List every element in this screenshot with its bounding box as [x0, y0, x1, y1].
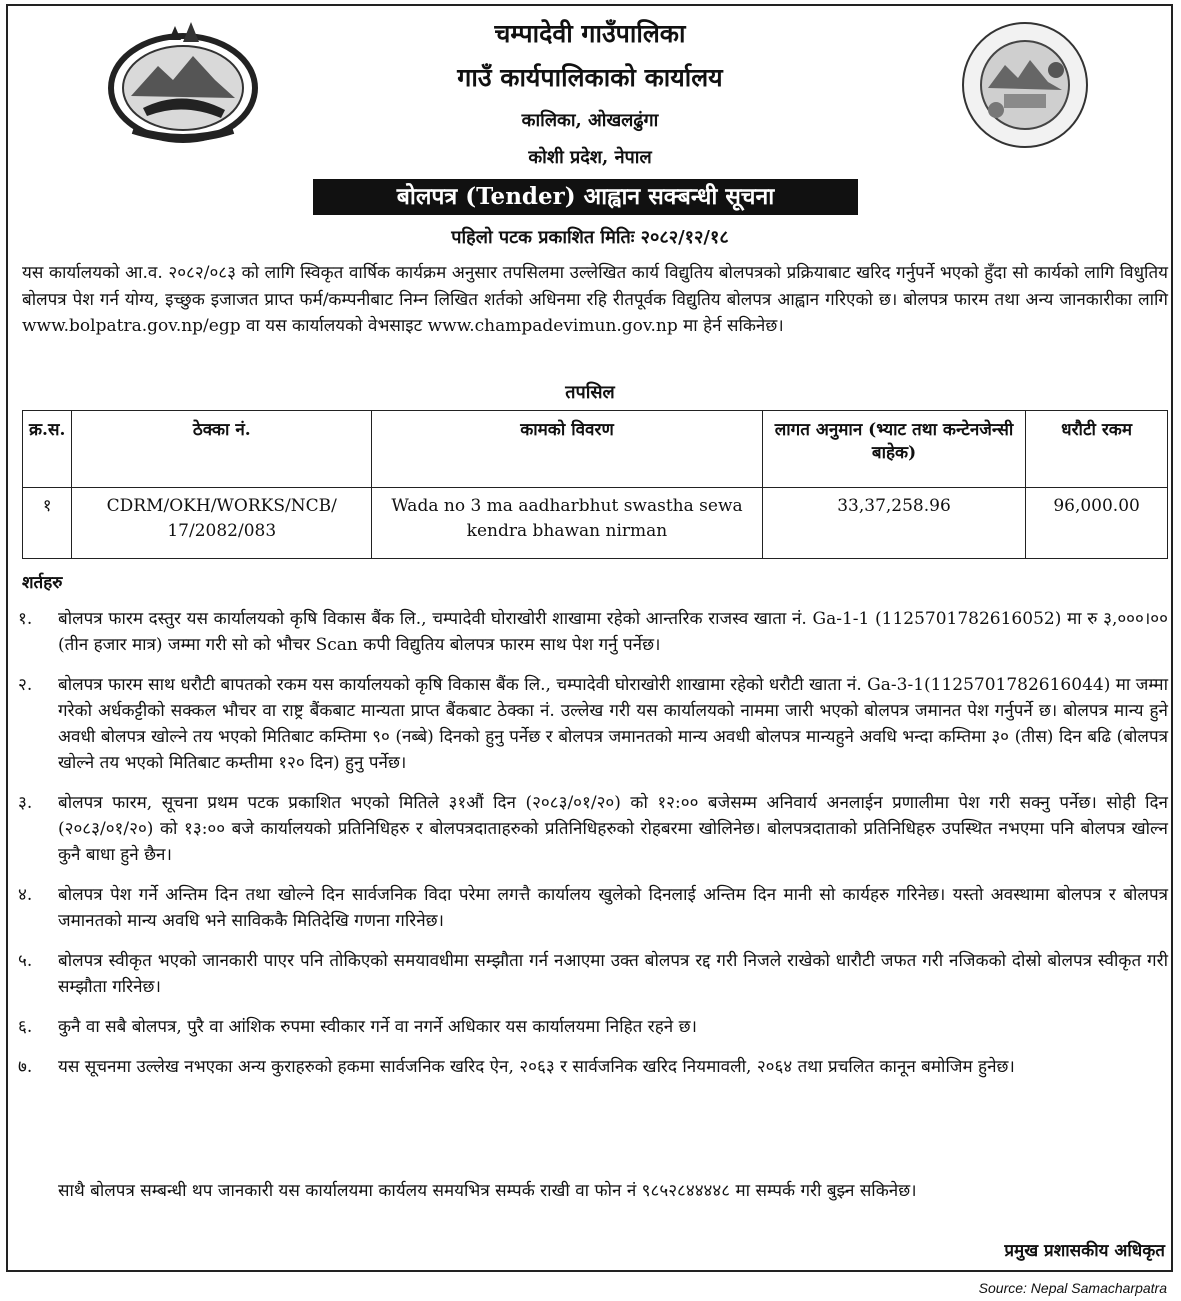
- condition-number: ५.: [18, 951, 33, 971]
- conditions-title: शर्तहरु: [22, 573, 63, 593]
- header-contract-no: ठेक्का नं.: [72, 411, 372, 488]
- header-description: कामको विवरण: [372, 411, 763, 488]
- condition-text: यस सूचनमा उल्लेख नभएका अन्य कुराहरुको हकमा सार्वजनिक खरिद ऐन, २०६३ र सार्वजनिक खरिद नियमावली, २०६४ तथा प्रचलित कानून बमोजिम हुनेछ।: [58, 1057, 1015, 1077]
- publish-date: पहिलो पटक प्रकाशित मितिः २०८२/१२/१८: [451, 227, 729, 248]
- condition-number: २.: [18, 675, 33, 695]
- header-cost-estimate: लागत अनुमान (भ्याट तथा कन्टेनजेन्सी बाहेक): [762, 411, 1025, 488]
- source-credit: Source: Nepal Samacharpatra: [978, 1280, 1167, 1296]
- condition-number: ३.: [18, 793, 33, 813]
- conditions-list: [18, 606, 1168, 1094]
- condition-number: ४.: [18, 885, 33, 905]
- cell-serial: १: [23, 488, 72, 559]
- header-serial: क्र.स.: [23, 411, 72, 488]
- condition-text: बोलपत्र फारम साथ धरौटी बापतको रकम यस कार्यालयको कृषि विकास बैंक लि., चम्पादेवी घोराखोरी शाखामा रहेको धरौटी खाता नं. Ga-3-1(1125701782616044) मा जम्मा गरेको अर्धकट्टीको सक्कल भौचर वा राष्ट्र बैंकबाट मान्यता प्राप्त बैंकबाट ठेक्का नं. उल्लेख गरी यस कार्यालयको नाममा जारी भएको बोलपत्र जमानत पेश गर्नुपर्ने छ। बोलपत्र मान्य हुने अवधी बोलपत्र खोल्ने तय भएको मितिबाट कम्तिमा ९० (नब्बे) दिनको हुनु पर्नेछ र बोलपत्र जमानतको मान्य अवधी बोलपत्र मान्यहुने अवधि भन्दा कम्तिमा ३० (तीस) दिन बढि (बोलपत्र खोल्ने तय भएको मितिबाट कम्तीमा १२० दिन) हुनु पर्नेछ।: [58, 675, 1168, 773]
- notice-title-banner: बोलपत्र (Tender) आह्वान सक्बन्धी सूचना: [313, 179, 858, 215]
- list-item: [18, 606, 1168, 658]
- closing-paragraph: साथै बोलपत्र सम्बन्धी थप जानकारी यस कार्यालयमा कार्यलय समयभित्र सम्पर्क राखी वा फोन नं ९८५२८४४४४८ मा सम्पर्क गरी बुझ्न सकिनेछ।: [58, 1181, 917, 1201]
- list-item: [18, 948, 1168, 1000]
- condition-text: बोलपत्र फारम दस्तुर यस कार्यालयको कृषि विकास बैंक लि., चम्पादेवी घोराखोरी शाखामा रहेको आन्तरिक राजस्व खाता नं. Ga-1-1 (1125701782616052) मा रु ३,०००।०० (तीन हजार मात्र) जम्मा गरी सो को भौचर Scan कपी विद्युतिय बोलपत्र फारम साथ पेश गर्नु पर्नेछ।: [58, 609, 1168, 655]
- condition-number: १.: [18, 609, 33, 629]
- table-header-row: [23, 411, 1168, 488]
- list-item: [18, 790, 1168, 868]
- table-row: [23, 488, 1168, 559]
- condition-number: ६.: [18, 1017, 33, 1037]
- cell-cost-estimate: 33,37,258.96: [762, 488, 1025, 559]
- nepal-emblem-icon: [103, 18, 263, 146]
- condition-text: बोलपत्र स्वीकृत भएको जानकारी पाएर पनि तोकिएको समयावधीमा सम्झौता गर्न नआएमा उक्त बोलपत्र रद्द गरी निजले राखेको धारौटी जफत गरी नजिकको दोस्रो बोलपत्र स्वीकृत गरी सम्झौता गरिनेछ।: [58, 951, 1168, 997]
- signoff-title: प्रमुख प्रशासकीय अधिकृत: [1004, 1241, 1165, 1261]
- tender-table: [22, 410, 1168, 559]
- municipality-seal-icon: [960, 20, 1090, 150]
- org-name: चम्पादेवी गाउँपालिका: [494, 19, 686, 48]
- condition-text: बोलपत्र फारम, सूचना प्रथम पटक प्रकाशित भएको मितिले ३१औं दिन (२०८३/०१/२०) को १२:०० बजेसम्म अनिवार्य अनलाईन प्रणालीमा पेश गरी सक्नु पर्नेछ। सोही दिन (२०८३/०१/२०) को १३:०० बजे कार्यालयको प्रतिनिधिहरु र बोलपत्रदाताहरुको प्रतिनिधिहरुको रोहबरमा खोलिनेछ। बोलपत्रदाताको प्रतिनिधिहरु उपस्थित नभएमा पनि बोलपत्र खोल्न कुनै बाधा हुने छैन।: [58, 793, 1168, 865]
- cell-description: Wada no 3 ma aadharbhut swastha sewa kendra bhawan nirman: [372, 488, 763, 559]
- list-item: [18, 672, 1168, 776]
- condition-text: बोलपत्र पेश गर्ने अन्तिम दिन तथा खोल्ने दिन सार्वजनिक विदा परेमा लगत्तै कार्यालय खुलेको दिनलाई अन्तिम दिन मानी सो कार्यहरु गरिनेछ। यस्तो अवस्थामा बोलपत्र र बोलपत्र जमानतको मान्य अवधि भने साविककै मितिदेखि गणना गरिनेछ।: [58, 885, 1168, 931]
- cell-contract-no: CDRM/OKH/WORKS/NCB/ 17/2082/083: [72, 488, 372, 559]
- condition-text: कुनै वा सबै बोलपत्र, पुरै वा आंशिक रुपमा स्वीकार गर्ने वा नगर्ने अधिकार यस कार्यालयमा निहित रहने छ।: [58, 1017, 697, 1037]
- list-item: [18, 1014, 1168, 1040]
- header-deposit: धरौटी रकम: [1026, 411, 1168, 488]
- intro-paragraph: यस कार्यालयको आ.व. २०८२/०८३ को लागि स्विकृत वार्षिक कार्यक्रम अनुसार तपसिलमा उल्लेखित कार्य विद्युतिय बोलपत्रको प्रक्रियाबाट खरिद गर्नुपर्ने भएको हुँदा सो कार्यको लागि विधुतिय बोलपत्र पेश गर्न योग्य, इच्छुक इजाजत प्राप्त फर्म/कम्पनीबाट निम्न लिखित शर्तको अधिनमा रहि रीतपूर्वक विद्युतिय बोलपत्र आह्वान गरिएको छ। बोलपत्र फारम तथा अन्य जानकारीका लागि www.bolpatra.gov.np/egp वा यस कार्यालयको वेभसाइट www.champadevimun.gov.np मा हेर्न सकिनेछ।: [22, 263, 1168, 336]
- condition-number: ७.: [18, 1057, 33, 1077]
- table-caption: तपसिल: [565, 382, 615, 403]
- list-item: [18, 882, 1168, 934]
- office-location: कालिका, ओखलढुंगा: [521, 110, 659, 131]
- list-item: [18, 1054, 1168, 1080]
- cell-deposit: 96,000.00: [1026, 488, 1168, 559]
- office-name: गाउँ कार्यपालिकाको कार्यालय: [457, 63, 723, 92]
- office-province: कोशी प्रदेश, नेपाल: [528, 147, 652, 168]
